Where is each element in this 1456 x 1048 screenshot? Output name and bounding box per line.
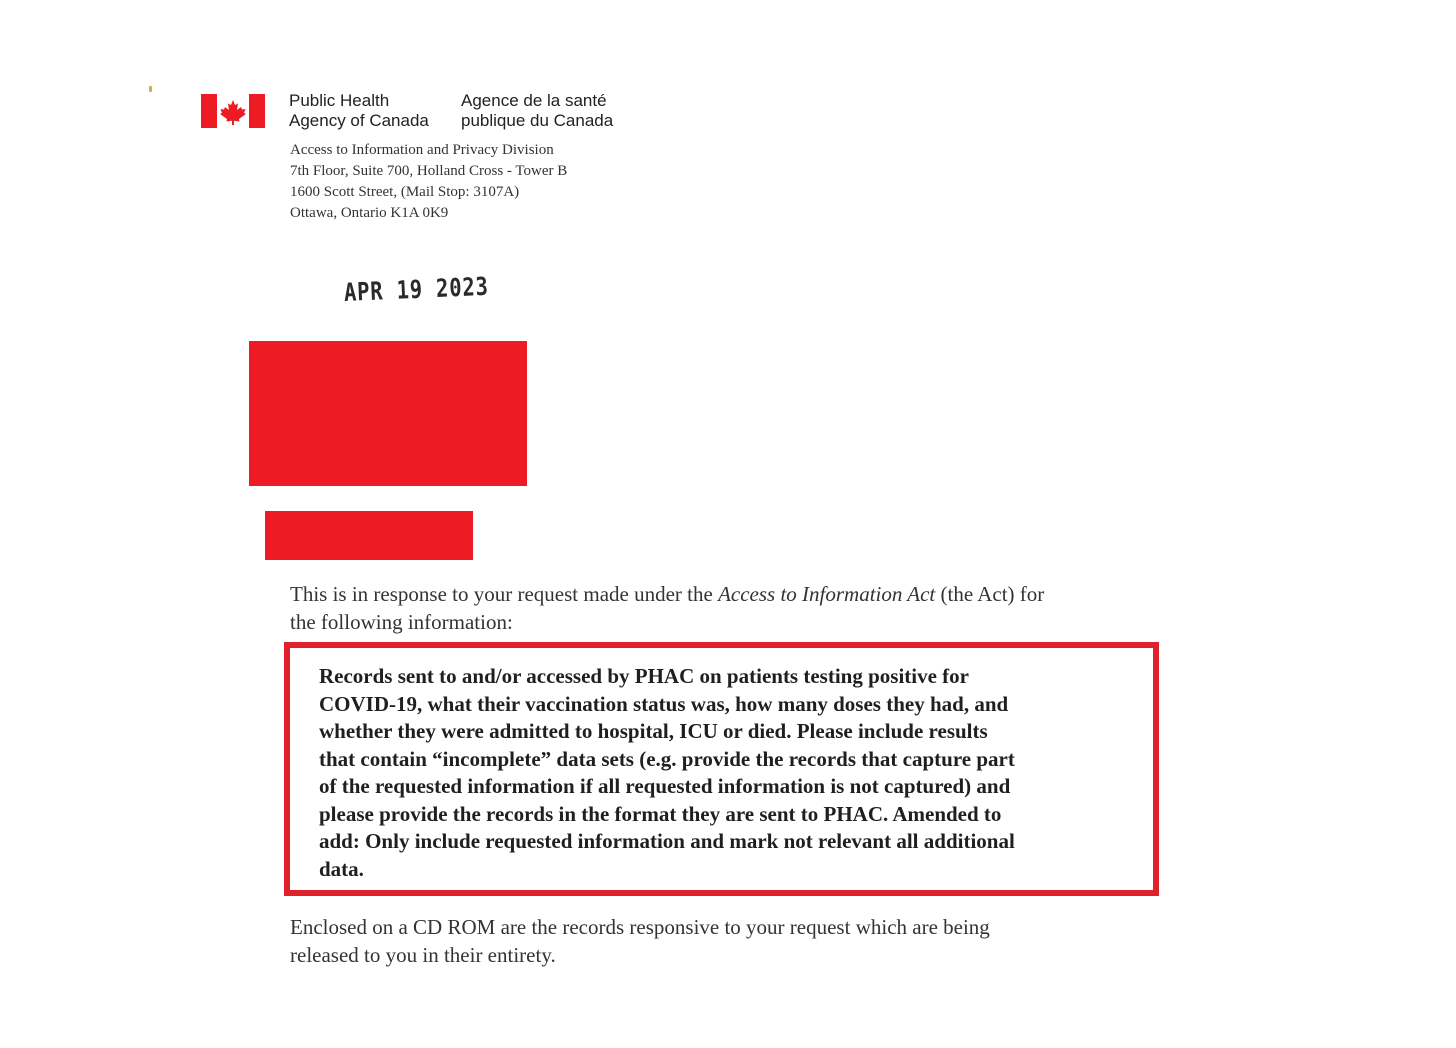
request-line: whether they were admitted to hospital, ICU or died. Please include results bbox=[319, 719, 988, 743]
request-line: Records sent to and/or accessed by PHAC on patients testing positive for bbox=[319, 664, 969, 688]
act-name: Access to Information Act bbox=[718, 582, 936, 606]
intro-paragraph bbox=[290, 580, 1170, 636]
request-line: please provide the records in the format they are sent to PHAC. Amended to bbox=[319, 801, 1002, 826]
agency-fr-line-2: publique du Canada bbox=[461, 111, 614, 130]
agency-en-line-1: Public Health bbox=[289, 91, 390, 110]
date-stamp: APR 19 2023 bbox=[343, 271, 490, 307]
request-description bbox=[319, 663, 1015, 883]
request-line: COVID-19, what their vaccination status was, how many doses they had, and bbox=[319, 691, 1009, 716]
agency-fr-line-1: Agence de la santé bbox=[461, 91, 607, 110]
agency-name-french bbox=[461, 91, 613, 131]
address-line: 1600 Scott Street, (Mail Stop: 3107A) bbox=[290, 184, 520, 200]
enclosed-line-2: released to you in their entirety. bbox=[290, 943, 556, 967]
request-line: add: Only include requested information and mark not relevant all additional bbox=[319, 829, 1015, 853]
intro-text-after-act: (the Act) for bbox=[935, 582, 1045, 606]
intro-text-before-act: This is in response to your request made under the bbox=[290, 582, 719, 606]
agency-en-line-2: Agency of Canada bbox=[289, 111, 429, 130]
scan-speck bbox=[149, 86, 152, 92]
request-line: data. bbox=[319, 856, 364, 881]
agency-name-english bbox=[289, 91, 429, 131]
sender-address bbox=[290, 140, 567, 224]
request-line: that contain “incomplete” data sets (e.g. provide the records that capture part bbox=[319, 746, 1015, 771]
enclosed-paragraph bbox=[290, 913, 990, 969]
address-line: Access to Information and Privacy Division bbox=[290, 142, 554, 158]
address-line: 7th Floor, Suite 700, Holland Cross - Tower B bbox=[290, 163, 568, 179]
canada-flag-icon bbox=[201, 94, 265, 128]
enclosed-line-1: Enclosed on a CD ROM are the records responsive to your request which are being bbox=[290, 915, 990, 939]
redaction-block-recipient-address bbox=[249, 341, 527, 486]
address-line: Ottawa, Ontario K1A 0K9 bbox=[290, 205, 449, 221]
intro-line-1 bbox=[290, 580, 1170, 608]
request-line: of the requested information if all requested information is not captured) and bbox=[319, 774, 1011, 798]
intro-line-2: the following information: bbox=[290, 610, 513, 634]
redaction-block-salutation bbox=[265, 511, 473, 560]
